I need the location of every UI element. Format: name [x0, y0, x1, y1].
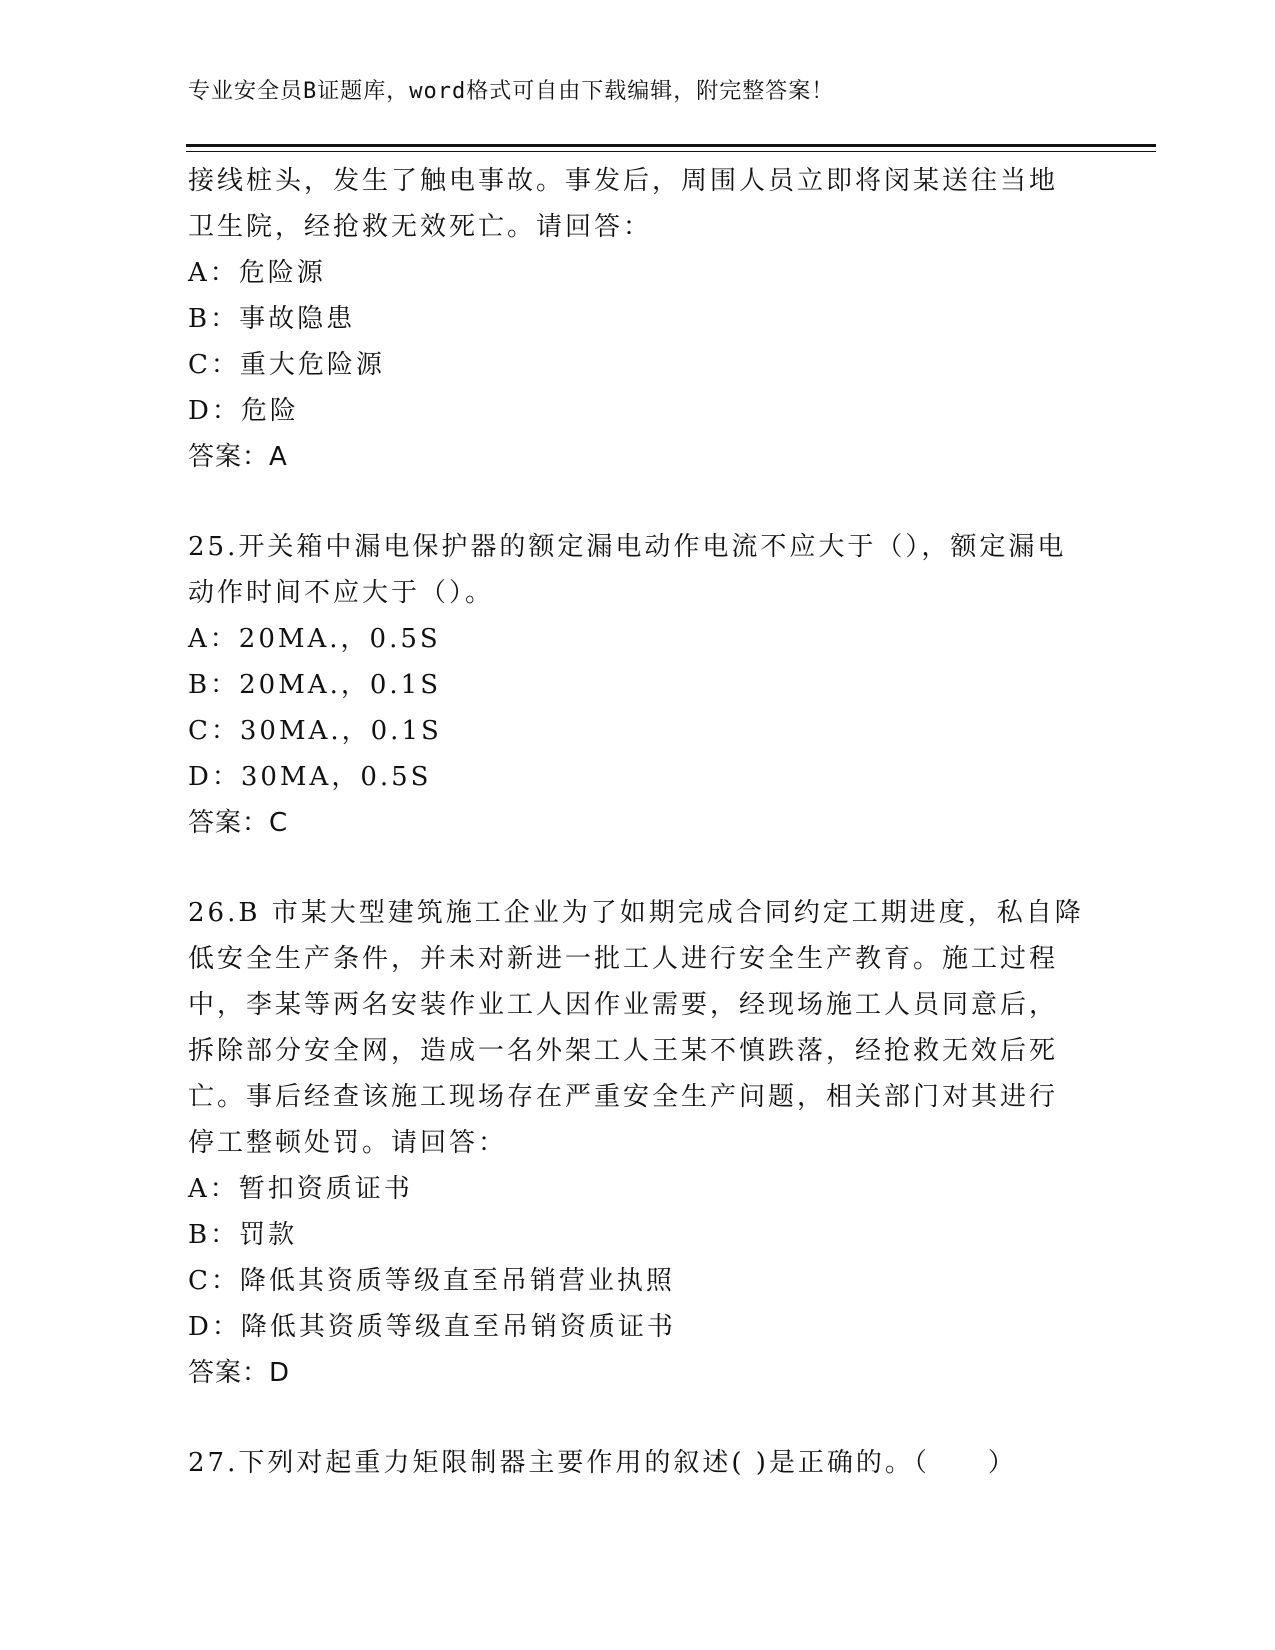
question-stem-line: 27.下列对起重力矩限制器主要作用的叙述( )是正确的。（ ） — [188, 1448, 1017, 1478]
option-c: C：降低其资质等级直至吊销营业执照 — [188, 1266, 675, 1296]
spacer — [188, 846, 1088, 890]
header-rule-thick — [186, 144, 1156, 147]
question-stem-line: 26.B 市某大型建筑施工企业为了如期完成合同约定工期进度，私自降 — [188, 898, 1084, 928]
spacer — [188, 480, 1088, 524]
answer-line: 答案：A — [188, 442, 288, 472]
option-b: B：20MA.，0.1S — [188, 670, 442, 700]
option-d: D：30MA，0.5S — [188, 762, 432, 792]
option-a: A：危险源 — [188, 258, 326, 288]
header-rule-thin — [186, 151, 1156, 152]
option-a: A：暂扣资质证书 — [188, 1174, 413, 1204]
spacer — [188, 1396, 1088, 1440]
question-stem-line: 低安全生产条件，并未对新进一批工人进行安全生产教育。施工过程 — [188, 944, 1059, 974]
question-stem-line: 25.开关箱中漏电保护器的额定漏电动作电流不应大于（），额定漏电 — [188, 532, 1067, 562]
option-d: D：降低其资质等级直至吊销资质证书 — [188, 1312, 676, 1342]
option-c: C：30MA.，0.1S — [188, 716, 442, 746]
option-d: D：危险 — [188, 396, 299, 426]
question-stem-line: 停工整顿处罚。请回答： — [188, 1128, 508, 1158]
question-25 — [188, 524, 1088, 846]
question-27 — [188, 1440, 1088, 1486]
question-26 — [188, 890, 1088, 1396]
answer-line: 答案：D — [188, 1358, 291, 1388]
page-header: 专业安全员B证题库，word格式可自由下载编辑，附完整答案！ — [188, 79, 835, 104]
question-stem-line: 中，李某等两名安装作业工人因作业需要，经现场施工人员同意后， — [188, 990, 1059, 1020]
answer-line: 答案：C — [188, 808, 289, 838]
question-stem-line: 动作时间不应大于（）。 — [188, 578, 495, 608]
option-a: A：20MA.，0.5S — [188, 624, 441, 654]
question-stem-line: 亡。事后经查该施工现场存在严重安全生产问题，相关部门对其进行 — [188, 1082, 1059, 1112]
option-b: B：罚款 — [188, 1220, 298, 1250]
question-stem-line: 卫生院，经抢救无效死亡。请回答： — [188, 212, 653, 242]
question-stem-line: 拆除部分安全网，造成一名外架工人王某不慎跌落，经抢救无效后死 — [188, 1036, 1059, 1066]
option-b: B：事故隐患 — [188, 304, 356, 334]
question-24-continued — [188, 158, 1088, 480]
question-stem-line: 接线桩头，发生了触电事故。事发后，周围人员立即将闵某送往当地 — [188, 166, 1059, 196]
option-c: C：重大危险源 — [188, 350, 385, 380]
document-body — [188, 158, 1088, 1486]
